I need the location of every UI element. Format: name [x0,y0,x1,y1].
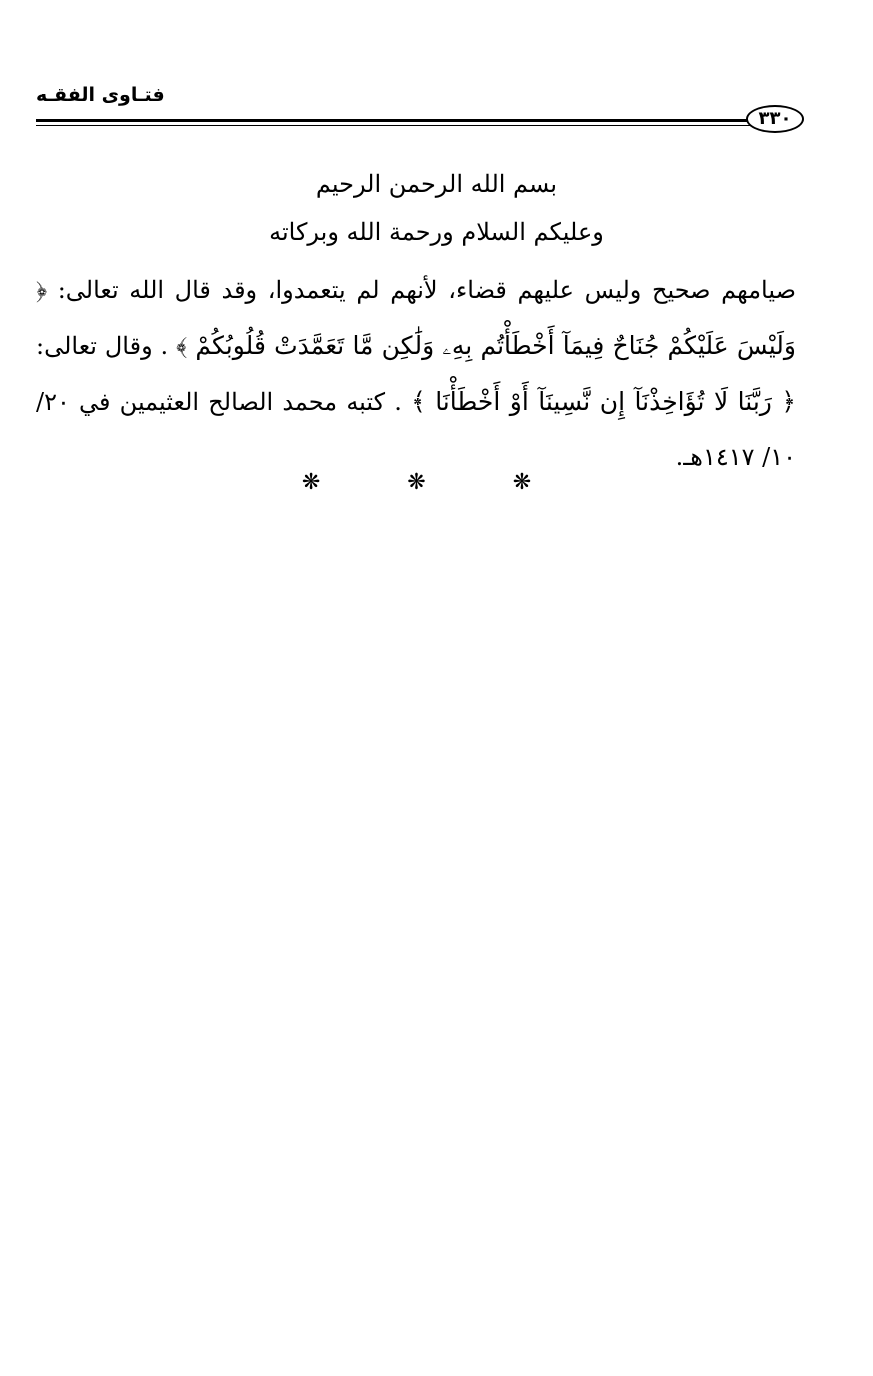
page-number: ٣٣٠ [746,105,804,133]
header-rule-thin [36,125,750,126]
greeting: وعليكم السلام ورحمة الله وبركاته [269,218,604,246]
book-title: فتـاوى الفقـه [36,84,165,106]
signature: . كتبه محمد الصالح العثيمين في ٢٠/ ١٠/ ١٤١٧هـ. [36,388,796,471]
answer-intro: صيامهم صحيح وليس عليهم قضاء، لأنهم لم يتعمدوا، وقد قال الله تعالى: [57,276,796,304]
quran-verse-2: ﴿ رَبَّنَا لَا تُؤَاخِذْنَآ إِن نَّسِينَآ أَوْ أَخْطَأْنَا ﴾ [411,387,796,416]
quran-verse-1: ﴿ وَلَيْسَ عَلَيْكُمْ جُنَاحٌ فِيمَآ أَخْطَأْتُم بِهِۦ وَلَٰكِن مَّا تَعَمَّدَتْ قُلُوبُكُمْ ﴾ [36,275,796,360]
section-separator: ❋ ❋ ❋ [301,470,572,495]
fatwa-answer [36,262,796,485]
header-rule [36,119,750,122]
basmala: بسم الله الرحمن الرحيم [315,170,558,198]
verse-2-intro: . وقال تعالى: [36,332,169,360]
